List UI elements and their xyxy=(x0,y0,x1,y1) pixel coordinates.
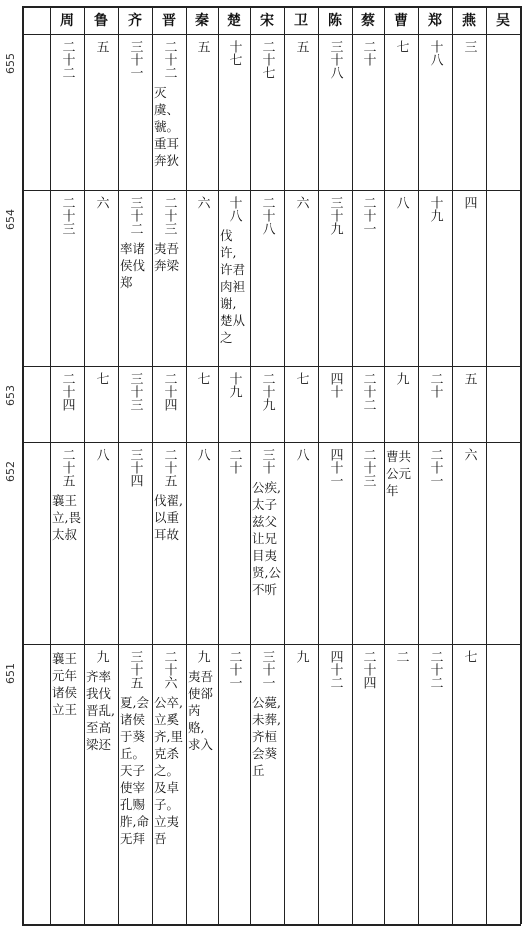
event-note: 襄王立,畏太叔 xyxy=(52,493,81,542)
table-cell xyxy=(86,448,116,640)
table-cell xyxy=(420,40,450,186)
regnal-year-number: 八 xyxy=(293,448,309,461)
table-cell xyxy=(320,40,350,186)
row-divider xyxy=(22,644,521,645)
event-note: 夏,会诸侯于葵丘。天子使宰孔赐胙,命无拜 xyxy=(120,695,149,846)
regnal-year-number: 七 xyxy=(393,40,409,53)
regnal-year-number: 五 xyxy=(93,40,109,53)
regnal-year-number: 五 xyxy=(293,40,309,53)
regnal-year-number: 七 xyxy=(293,372,309,385)
column-divider xyxy=(284,6,285,924)
regnal-year-number: 六 xyxy=(461,448,477,461)
table-cell xyxy=(488,650,518,920)
table-cell xyxy=(220,448,248,640)
state-header: 燕 xyxy=(462,13,476,29)
table-cell xyxy=(188,40,216,186)
regnal-year-number: 二十一 xyxy=(360,196,376,235)
regnal-year-number: 二十五 xyxy=(161,448,177,487)
column-divider xyxy=(352,6,353,924)
year-label: 653 xyxy=(4,385,17,406)
table-cell xyxy=(52,40,82,186)
table-cell xyxy=(320,372,350,438)
regnal-year-number: 八 xyxy=(393,196,409,209)
table-cell xyxy=(120,196,150,362)
table-cell xyxy=(320,448,350,640)
table-cell xyxy=(420,650,450,920)
state-header: 周 xyxy=(60,13,74,29)
regnal-year-number: 二十二 xyxy=(59,40,75,79)
column-divider xyxy=(218,6,219,924)
column-divider xyxy=(452,6,453,924)
regnal-year-number: 九 xyxy=(393,372,409,385)
column-divider xyxy=(50,6,51,924)
state-header: 蔡 xyxy=(361,13,375,29)
table-cell xyxy=(488,448,518,640)
event-note: 公卒,立奚齐,里克杀之。及卓子。立夷吾 xyxy=(154,695,183,846)
column-divider xyxy=(84,6,85,924)
event-note: 襄王元年诸侯立王 xyxy=(52,651,78,717)
regnal-year-number: 二十七 xyxy=(259,40,275,79)
regnal-year-number: 二十九 xyxy=(259,372,275,411)
table-cell xyxy=(252,196,282,362)
regnal-year-number: 二十五 xyxy=(59,448,75,487)
table-cell xyxy=(188,372,216,438)
table-cell xyxy=(154,372,184,438)
table-cell xyxy=(286,196,316,362)
table-cell xyxy=(320,650,350,920)
year-label: 655 xyxy=(4,53,17,74)
regnal-year-number: 七 xyxy=(93,372,109,385)
table-cell xyxy=(354,196,382,362)
table-cell xyxy=(454,196,484,362)
regnal-year-number: 二十三 xyxy=(59,196,75,235)
regnal-year-number: 七 xyxy=(461,650,477,663)
table-cell xyxy=(120,448,150,640)
regnal-year-number: 三十三 xyxy=(127,372,143,411)
column-divider xyxy=(186,6,187,924)
table-cell xyxy=(154,196,184,362)
state-header: 郑 xyxy=(428,13,442,29)
state-header: 卫 xyxy=(294,13,308,29)
regnal-year-number: 二十二 xyxy=(360,372,376,411)
row-divider xyxy=(22,190,521,191)
table-cell xyxy=(120,650,150,920)
regnal-year-number: 二十八 xyxy=(259,196,275,235)
table-cell xyxy=(488,372,518,438)
regnal-year-number: 五 xyxy=(194,40,210,53)
table-cell xyxy=(386,40,416,186)
regnal-year-number: 十八 xyxy=(427,40,443,66)
column-divider xyxy=(318,6,319,924)
table-cell xyxy=(154,448,184,640)
column-divider xyxy=(520,6,522,924)
table-cell xyxy=(454,448,484,640)
table-cell xyxy=(86,40,116,186)
table-cell xyxy=(354,372,382,438)
regnal-year-number: 二十三 xyxy=(161,196,177,235)
regnal-year-number: 九 xyxy=(93,650,109,663)
regnal-year-number: 六 xyxy=(293,196,309,209)
state-header: 吴 xyxy=(496,13,510,29)
year-label: 651 xyxy=(4,663,17,684)
event-note: 曹共公元年 xyxy=(386,449,412,498)
table-cell xyxy=(220,372,248,438)
regnal-year-number: 八 xyxy=(194,448,210,461)
regnal-year-number: 八 xyxy=(93,448,109,461)
table-cell xyxy=(252,372,282,438)
event-note: 伐翟,以重耳故 xyxy=(154,493,183,542)
table-cell xyxy=(286,40,316,186)
table-cell xyxy=(220,196,248,362)
table-cell xyxy=(286,372,316,438)
table-cell xyxy=(386,372,416,438)
table-cell xyxy=(488,40,518,186)
table-cell xyxy=(86,372,116,438)
table-cell xyxy=(454,650,484,920)
regnal-year-number: 二十四 xyxy=(161,372,177,411)
event-note: 伐许,许君肉袒谢,楚从之 xyxy=(220,228,246,345)
regnal-year-number: 三十一 xyxy=(259,650,275,689)
regnal-year-number: 二十一 xyxy=(226,650,242,689)
table-cell xyxy=(86,650,116,920)
table-cell xyxy=(52,196,82,362)
table-cell xyxy=(286,650,316,920)
table-cell xyxy=(386,448,416,640)
table-cell xyxy=(252,650,282,920)
regnal-year-number: 四十一 xyxy=(327,448,343,487)
table-cell xyxy=(52,372,82,438)
table-cell xyxy=(120,40,150,186)
table-cell xyxy=(454,40,484,186)
table-cell xyxy=(354,650,382,920)
state-header: 鲁 xyxy=(94,13,108,29)
regnal-year-number: 二十 xyxy=(427,372,443,398)
row-divider xyxy=(22,924,521,926)
event-note: 公薨,未葬,齐桓会葵丘 xyxy=(252,695,281,778)
table-cell xyxy=(420,196,450,362)
regnal-year-number: 二十一 xyxy=(427,448,443,487)
table-cell xyxy=(52,448,82,640)
table-cell xyxy=(252,448,282,640)
column-divider xyxy=(22,6,24,924)
regnal-year-number: 二十 xyxy=(226,448,242,474)
regnal-year-number: 二十四 xyxy=(360,650,376,689)
regnal-year-number: 九 xyxy=(194,650,210,663)
regnal-year-number: 三十四 xyxy=(127,448,143,487)
state-header: 楚 xyxy=(227,13,241,29)
regnal-year-number: 十七 xyxy=(226,40,242,66)
regnal-year-number: 二十三 xyxy=(360,448,376,487)
regnal-year-number: 二十四 xyxy=(59,372,75,411)
regnal-year-number: 六 xyxy=(194,196,210,209)
regnal-year-number: 三 xyxy=(461,40,477,53)
table-cell xyxy=(220,40,248,186)
state-header: 齐 xyxy=(128,13,142,29)
table-cell xyxy=(386,196,416,362)
regnal-year-number: 三十五 xyxy=(127,650,143,689)
state-header: 宋 xyxy=(260,13,274,29)
table-cell xyxy=(386,650,416,920)
row-divider xyxy=(22,34,521,35)
regnal-year-number: 四十 xyxy=(327,372,343,398)
event-note: 公疾,太子兹父让兄目夷贤,公不听 xyxy=(252,480,281,597)
event-note: 率诸侯伐郑 xyxy=(120,241,146,290)
table-cell xyxy=(252,40,282,186)
regnal-year-number: 十八 xyxy=(226,196,242,222)
regnal-year-number: 六 xyxy=(93,196,109,209)
regnal-year-number: 三十二 xyxy=(127,196,143,235)
table-cell xyxy=(188,448,216,640)
regnal-year-number: 三十 xyxy=(259,448,275,474)
year-label: 654 xyxy=(4,209,17,230)
state-header: 陈 xyxy=(328,13,342,29)
event-note: 齐率我伐晋乱,至高梁还 xyxy=(86,669,115,752)
event-note: 夷吾使郤芮赂,求入 xyxy=(188,669,214,752)
table-cell xyxy=(154,650,184,920)
table-cell xyxy=(154,40,184,186)
table-cell xyxy=(354,40,382,186)
regnal-year-number: 五 xyxy=(461,372,477,385)
regnal-year-number: 二十二 xyxy=(427,650,443,689)
regnal-year-number: 九 xyxy=(293,650,309,663)
regnal-year-number: 十九 xyxy=(226,372,242,398)
table-cell xyxy=(286,448,316,640)
state-header: 晋 xyxy=(162,13,176,29)
regnal-year-number: 四十二 xyxy=(327,650,343,689)
table-cell xyxy=(86,196,116,362)
table-cell xyxy=(420,372,450,438)
regnal-year-number: 三十一 xyxy=(127,40,143,79)
state-header: 曹 xyxy=(394,13,408,29)
table-cell xyxy=(354,448,382,640)
table-cell xyxy=(320,196,350,362)
row-divider xyxy=(22,442,521,443)
state-header: 秦 xyxy=(195,13,209,29)
regnal-year-number: 二 xyxy=(393,650,409,663)
regnal-year-number: 十九 xyxy=(427,196,443,222)
row-divider xyxy=(22,366,521,367)
regnal-year-number: 三十八 xyxy=(327,40,343,79)
regnal-year-number: 二十 xyxy=(360,40,376,66)
regnal-year-number: 四 xyxy=(461,196,477,209)
table-cell xyxy=(220,650,248,920)
regnal-year-number: 七 xyxy=(194,372,210,385)
table-cell xyxy=(420,448,450,640)
column-divider xyxy=(418,6,419,924)
column-divider xyxy=(486,6,487,924)
table-cell xyxy=(120,372,150,438)
regnal-year-number: 二十六 xyxy=(161,650,177,689)
table-cell xyxy=(454,372,484,438)
regnal-year-number: 二十二 xyxy=(161,40,177,79)
event-note: 灭虞、虢。重耳奔狄 xyxy=(154,85,180,168)
table-cell xyxy=(52,650,82,920)
year-label: 652 xyxy=(4,461,17,482)
table-cell xyxy=(188,650,216,920)
event-note: 夷吾奔梁 xyxy=(154,241,180,273)
regnal-year-number: 三十九 xyxy=(327,196,343,235)
table-cell xyxy=(488,196,518,362)
column-divider xyxy=(250,6,251,924)
table-cell xyxy=(188,196,216,362)
